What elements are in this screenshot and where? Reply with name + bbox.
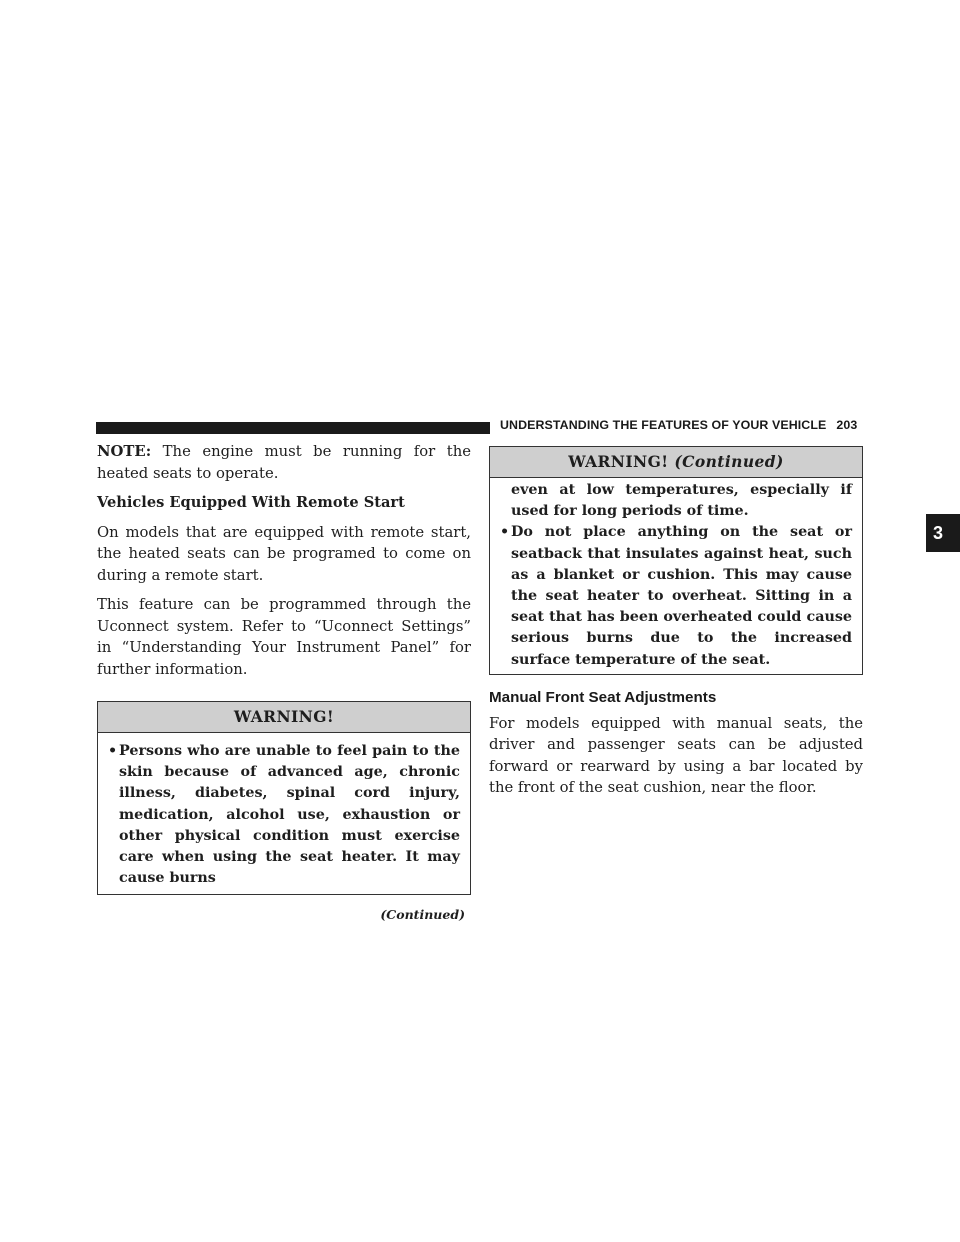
bullet-icon: • (500, 524, 510, 541)
warning-body (98, 733, 470, 894)
bullet-icon: • (108, 743, 118, 759)
warning-title-continued (490, 447, 862, 478)
warning-item-text: Persons who are unable to feel pain to the skin because of advanced age, chronic illness, diabetes, spinal cord injury, medication, alcohol use, exhaustion or other physical condition must exercise care when using the seat heater. It may cause burns (119, 743, 460, 887)
paragraph-manual-seat: For models equipped with manual seats, the driver and passenger seats can be adjusted forward or rearward by using a bar located by the front of the seat cushion, near the floor. (489, 714, 863, 797)
left-column (97, 441, 471, 922)
header-rule (96, 422, 490, 434)
right-column (489, 446, 863, 799)
warning-item-continuation: even at low temperatures, especially if used for long periods of time. (511, 482, 852, 520)
warning-item (500, 522, 852, 670)
warning-body-continued (490, 478, 862, 674)
warning-title-suffix: (Continued) (674, 452, 784, 471)
warning-item-text: Do not place anything on the seat or seatback that insulates against heat, such as a blanket or cushion. This may cause the seat heater to overheat. Sitting in a seat that has been overheated could cause serious burns due to the increased surface temperature of the seat. (511, 524, 852, 668)
warning-box (97, 701, 471, 895)
warning-item (108, 741, 460, 889)
page-number: 203 (836, 418, 858, 432)
chapter-tab (926, 514, 960, 552)
continued-label: (Continued) (380, 907, 465, 923)
chapter-number: 3 (933, 523, 944, 543)
warning-box-continued (489, 446, 863, 675)
note-paragraph (97, 441, 471, 484)
note-text: The engine must be running for the heated seats to operate. (97, 443, 471, 482)
warning-title-text: WARNING! (568, 452, 669, 471)
header-section-title: UNDERSTANDING THE FEATURES OF YOUR VEHICLE (500, 418, 827, 432)
paragraph-remote-start: On models that are equipped with remote start, the heated seats can be programed to come on during a remote start. (97, 523, 471, 584)
note-label: NOTE: (97, 443, 152, 460)
warning-title: WARNING! (98, 702, 470, 733)
subheading-remote-start: Vehicles Equipped With Remote Start (97, 494, 405, 511)
section-title-manual-seat: Manual Front Seat Adjustments (489, 688, 717, 706)
running-header (500, 418, 857, 432)
paragraph-uconnect: This feature can be programmed through the Uconnect system. Refer to “Uconnect Settings” in “Understanding Your Instrument Panel” for further information. (97, 596, 471, 678)
